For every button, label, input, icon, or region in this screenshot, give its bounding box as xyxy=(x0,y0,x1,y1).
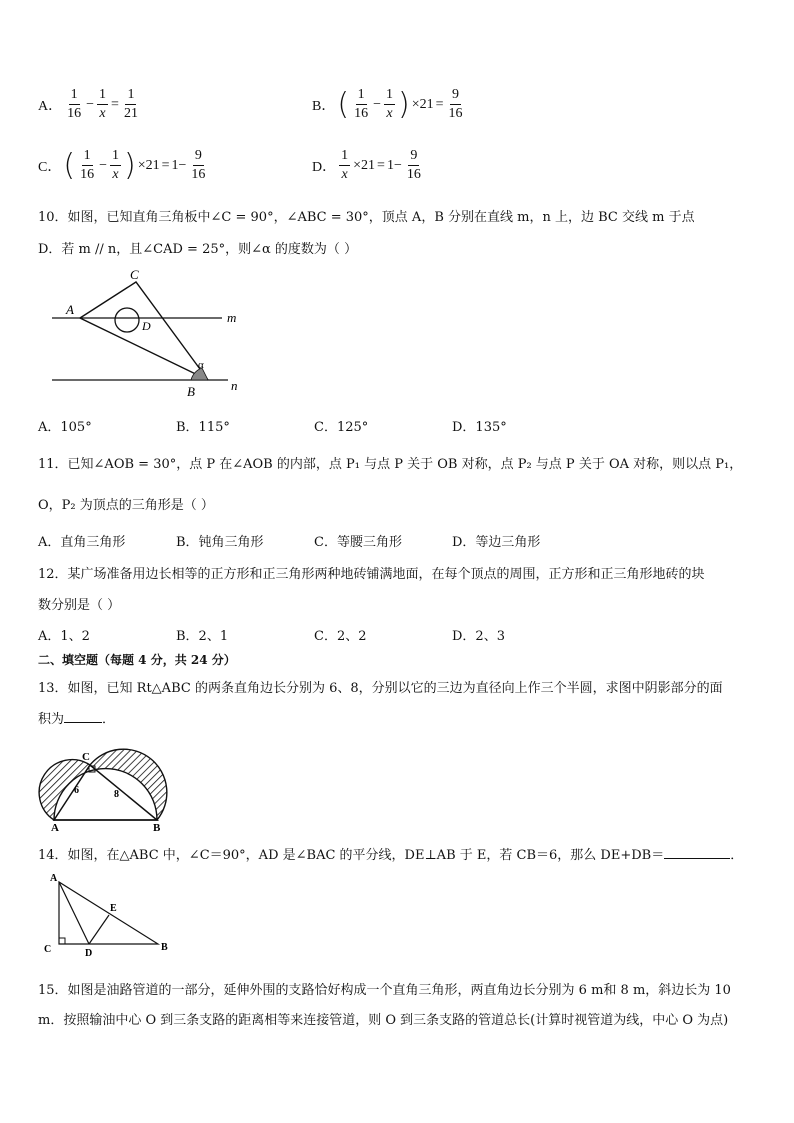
q11-option-b: B．钝角三角形 xyxy=(176,535,264,550)
q9-option-c: C． ( $\frac{1}{16}$ − $\frac{1}{x}$ ) ×21 = 1− $\frac{9}{16}$ xyxy=(38,147,206,183)
q11-option-d: D．等边三角形 xyxy=(452,535,541,550)
segment-de xyxy=(89,915,109,944)
label-a: A xyxy=(66,302,74,317)
label-c: C xyxy=(82,751,90,763)
label-m: m xyxy=(227,310,237,325)
answer-blank xyxy=(664,858,730,859)
q9-option-a: A． $\frac{1}{16}$ − $\frac{1}{x}$ = $\frac{1}{21}$ xyxy=(38,87,138,121)
right-angle-mark xyxy=(59,938,65,944)
q10-option-b: B．115° xyxy=(176,420,230,435)
option-label: C． xyxy=(38,159,62,175)
q13-stem-line1: 13．如图，已知 Rt△ABC 的两条直角边长分别为 6、8，分别以它的三边为直径向上作三个半圆，求图中阴影部分的面 xyxy=(38,681,723,696)
q11-stem-line2: O，P₂ 为顶点的三角形是（ ） xyxy=(38,498,214,513)
answer-blank xyxy=(64,722,102,723)
q15-stem-line1: 15．如图是油路管道的一部分，延伸外围的支路恰好构成一个直角三角形，两直角边长分别为 6 m和 8 m，斜边长为 10 xyxy=(38,983,731,998)
q14-text: 14．如图，在△ABC 中，∠C＝90°，AD 是∠BAC 的平分线，DE⊥AB 于 E，若 CB＝6，那么 DE+DB＝ xyxy=(38,848,665,863)
triangle-hole xyxy=(115,308,139,332)
label-b: B xyxy=(161,942,168,953)
label-d: D xyxy=(85,948,93,958)
q12-option-c: C．2、2 xyxy=(314,629,367,644)
option-label: B． xyxy=(312,98,336,114)
q12-option-a: A．1、2 xyxy=(38,629,90,644)
q12-stem-line1: 12．某广场准备用边长相等的正方形和正三角形两种地砖铺满地面，在每个顶点的周围，正方形和正三角形地砖的块 xyxy=(38,567,705,582)
label-8: 8 xyxy=(114,789,119,800)
section-heading: 二、填空题（每题 4 分，共 24 分） xyxy=(38,653,236,667)
q13-suffix: ． xyxy=(102,712,116,727)
q14-stem xyxy=(38,844,743,863)
q14-figure xyxy=(40,870,175,958)
label-6: 6 xyxy=(74,785,79,796)
label-e: E xyxy=(110,903,117,914)
q9-option-d: D． $\frac{1}{x}$ ×21 = 1− $\frac{9}{16}$ xyxy=(312,148,421,182)
q11-option-a: A．直角三角形 xyxy=(38,535,126,550)
label-c: C xyxy=(130,267,139,282)
q13-stem-line2 xyxy=(38,708,115,727)
label-n: n xyxy=(231,378,238,393)
label-alpha: α xyxy=(198,359,204,371)
q11-option-c: C．等腰三角形 xyxy=(314,535,402,550)
q12-option-d: D．2、3 xyxy=(452,629,505,644)
option-label: A． xyxy=(38,98,63,114)
label-d: D xyxy=(142,319,151,333)
label-b: B xyxy=(153,822,161,834)
q11-stem-line1: 11．已知∠AOB = 30°，点 P 在∠AOB 的内部，点 P₁ 与点 P 关于 OB 对称，点 P₂ 与点 P 关于 OA 对称，则以点 P₁， xyxy=(38,457,743,472)
label-a: A xyxy=(51,822,59,834)
q10-option-c: C．125° xyxy=(314,420,369,435)
q10-figure xyxy=(50,264,250,404)
label-c: C xyxy=(44,944,52,955)
q10-option-d: D．135° xyxy=(452,420,507,435)
option-label: D． xyxy=(312,159,337,175)
label-b: B xyxy=(187,384,195,399)
q10-option-a: A．105° xyxy=(38,420,92,435)
q9-option-b: B． ( $\frac{1}{16}$ − $\frac{1}{x}$ ) ×21 = $\frac{9}{16}$ xyxy=(312,86,463,122)
q14-suffix: ． xyxy=(730,848,744,863)
q12-stem-line2: 数分别是（ ） xyxy=(38,598,121,613)
q12-option-b: B．2、1 xyxy=(176,629,229,644)
q13-prefix: 积为 xyxy=(38,712,65,727)
label-a: A xyxy=(50,873,58,884)
q13-figure xyxy=(36,738,188,834)
q10-stem-line2: D．若 m // n，且∠CAD = 25°，则∠α 的度数为（ ） xyxy=(38,242,358,257)
q15-stem-line2: m．按照输油中心 O 到三条支路的距离相等来连接管道，则 O 到三条支路的管道总长(计算时视管道为线，中心 O 为点) xyxy=(38,1013,729,1028)
q10-stem-line1: 10．如图，已知直角三角板中∠C = 90°，∠ABC = 30°，顶点 A，B 分别在直线 m，n 上，边 BC 交线 m 于点 xyxy=(38,210,695,225)
